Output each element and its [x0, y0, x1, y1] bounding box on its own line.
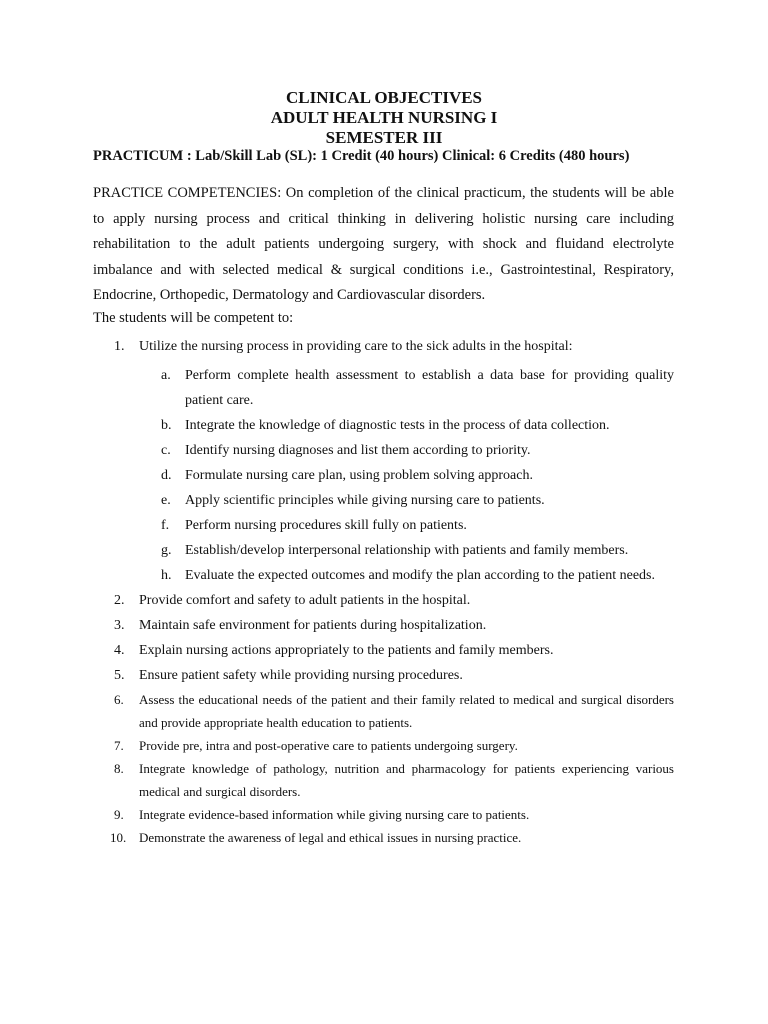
- item-number: 4.: [114, 643, 125, 658]
- document-title: [0, 88, 768, 148]
- sub-item-letter: f.: [161, 518, 170, 533]
- list-item: [93, 803, 674, 826]
- practice-competencies-paragraph: [93, 181, 674, 309]
- list-item: [93, 826, 674, 849]
- item-text: Ensure patient safety while providing nursing procedures.: [139, 668, 463, 683]
- list-item: [93, 337, 674, 588]
- sub-list-item: [93, 538, 674, 563]
- sub-item-letter: g.: [161, 543, 172, 558]
- sub-item-text: Apply scientific principles while giving nursing care to patients.: [185, 493, 545, 508]
- practicum-credits: PRACTICUM : Lab/Skill Lab (SL): 1 Credit (40 hours) Clinical: 6 Credits (480 hours): [93, 148, 630, 164]
- item-text: Assess the educational needs of the patient and their family related to medical and surgical disorders and provide appropriate health education to patients.: [139, 692, 674, 730]
- list-item: [93, 613, 674, 638]
- sub-list-item: [93, 438, 674, 463]
- item-text: Integrate evidence-based information while giving nursing care to patients.: [139, 807, 530, 822]
- sub-item-text: Evaluate the expected outcomes and modify the plan according to the patient needs.: [185, 568, 655, 583]
- item-text: Provide pre, intra and post-operative care to patients undergoing surgery.: [139, 738, 518, 753]
- item-number: 6.: [114, 692, 124, 707]
- item-number: 5.: [114, 668, 125, 683]
- item-number: 8.: [114, 761, 124, 776]
- competencies-label: PRACTICE COMPETENCIES: [93, 185, 278, 201]
- item-number: 1.: [114, 339, 125, 354]
- list-item: [93, 638, 674, 663]
- sub-item-text: Establish/develop interpersonal relationship with patients and family members.: [185, 543, 629, 558]
- item-text: Utilize the nursing process in providing care to the sick adults in the hospital:: [139, 339, 573, 354]
- sub-list-item: [93, 413, 674, 438]
- sub-item-letter: a.: [161, 368, 171, 383]
- sub-list-item: [93, 463, 674, 488]
- sub-item-text: Formulate nursing care plan, using problem solving approach.: [185, 468, 533, 483]
- item-text: Demonstrate the awareness of legal and ethical issues in nursing practice.: [139, 830, 522, 845]
- title-line-3: SEMESTER III: [325, 128, 443, 147]
- sub-list-item: [93, 363, 674, 413]
- sub-item-text: Perform complete health assessment to establish a data base for providing quality patient care.: [185, 368, 674, 408]
- sub-list-item: [93, 488, 674, 513]
- competencies-text: : On completion of the clinical practicum, the students will be able to apply nursing process and critical thinking in delivering holistic nursing care including rehabilitation to the adult patients undergoing surgery, with shock and fluidand electrolyte imbalance and with selected medical & surgical conditions i.e., Gastrointestinal, Respiratory, Endocrine, Orthopedic, Dermatology and Cardiovascular disorders.: [93, 185, 674, 303]
- list-item: [93, 663, 674, 688]
- sub-objectives-list: [139, 363, 674, 588]
- sub-item-text: Integrate the knowledge of diagnostic tests in the process of data collection.: [185, 418, 610, 433]
- item-text: Integrate knowledge of pathology, nutrition and pharmacology for patients experiencing various medical and surgical disorders.: [139, 761, 674, 799]
- sub-item-text: Identify nursing diagnoses and list them according to priority.: [185, 443, 531, 458]
- item-number: 7.: [114, 738, 124, 753]
- list-item: [93, 757, 674, 803]
- objectives-list: [93, 337, 674, 849]
- sub-list-item: [93, 563, 674, 588]
- title-line-1: CLINICAL OBJECTIVES: [285, 88, 483, 107]
- item-number: 3.: [114, 618, 125, 633]
- sub-item-letter: d.: [161, 468, 172, 483]
- item-number: 9.: [114, 807, 124, 822]
- sub-item-letter: h.: [161, 568, 172, 583]
- sub-item-letter: e.: [161, 493, 171, 508]
- title-line-2: ADULT HEALTH NURSING I: [270, 108, 498, 127]
- list-item: [93, 588, 674, 613]
- item-number: 10.: [110, 830, 127, 845]
- item-text: Provide comfort and safety to adult patients in the hospital.: [139, 593, 471, 608]
- list-item: [93, 688, 674, 734]
- sub-item-letter: b.: [161, 418, 172, 433]
- competent-intro: The students will be competent to:: [93, 310, 294, 326]
- item-text: Maintain safe environment for patients during hospitalization.: [139, 618, 487, 633]
- sub-list-item: [93, 513, 674, 538]
- sub-item-text: Perform nursing procedures skill fully on patients.: [185, 518, 467, 533]
- sub-item-letter: c.: [161, 443, 171, 458]
- list-item: [93, 734, 674, 757]
- item-number: 2.: [114, 593, 125, 608]
- item-text: Explain nursing actions appropriately to the patients and family members.: [139, 643, 554, 658]
